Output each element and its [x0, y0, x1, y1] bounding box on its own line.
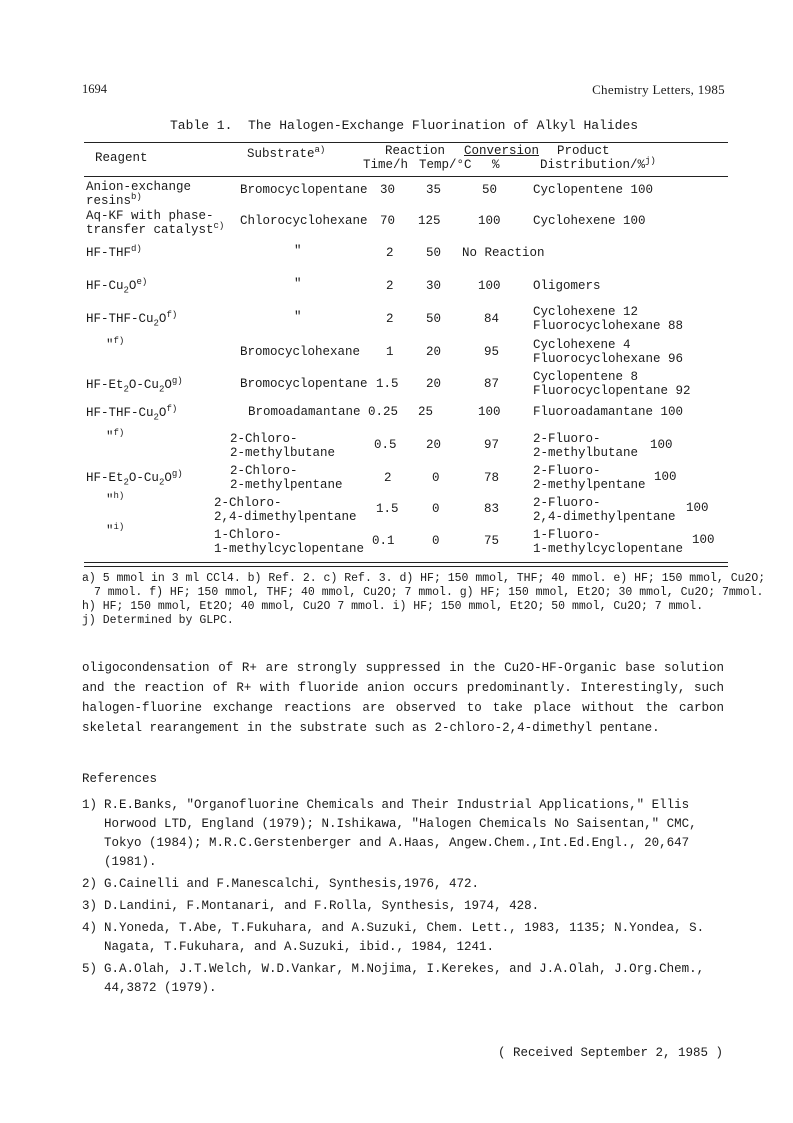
temp-cell: 20 — [426, 345, 442, 359]
product-percent-cell: 100 — [686, 501, 709, 515]
reference-item — [82, 796, 732, 872]
ditto-mark: " — [106, 430, 114, 444]
reagent-cell — [106, 427, 125, 444]
time-cell: 2 — [386, 312, 394, 326]
conversion-cell: 84 — [484, 312, 500, 326]
col-header-time: Time/h — [363, 158, 409, 172]
reagent-note: g) — [171, 375, 183, 386]
substrate-cell: " — [294, 277, 302, 291]
col-header-distribution-note: j) — [645, 155, 656, 166]
substrate-cell: 2-Chloro- 2-methylbutane — [230, 432, 336, 460]
body-paragraph-text: oligocondensation of R+ are strongly suppressed in the Cu2O-HF-Organic base solution and the reaction of R+ with fluoride anion occurs predominantly. Interestingly, such halogen-fluorine exchange reactions are observed to take place without the carbon skeletal rearangement in the substrate such as 2-chloro-2,4-dimethyl pentane. — [82, 661, 724, 735]
substrate-cell: Bromoadamantane — [248, 405, 361, 419]
col-header-substrate — [247, 144, 326, 161]
references-heading: References — [82, 772, 158, 786]
temp-cell: 50 — [426, 246, 442, 260]
product-cell: Cyclohexene 4 Fluorocyclohexane 96 — [533, 338, 684, 366]
reagent-note: i) — [113, 521, 125, 532]
temp-cell: 30 — [426, 279, 442, 293]
col-header-substrate-label: Substrate — [247, 147, 315, 161]
substrate-cell: 2-Chloro- 2,4-dimethylpentane — [214, 496, 357, 524]
reagent-note: f) — [113, 427, 125, 438]
conversion-cell: 100 — [478, 279, 501, 293]
received-date: ( Received September 2, 1985 ) — [497, 1046, 723, 1060]
ditto-mark: " — [106, 524, 114, 538]
substrate-cell: Bromocyclopentane — [240, 377, 368, 391]
col-header-conversion-unit: % — [492, 158, 500, 172]
footnote-line: 7 mmol. f) HF; 150 mmol, THF; 40 mmol, Cu2O; 7 mmol. g) HF; 150 mmol, Et2O; 30 mmol, Cu2O; 7mmol. — [94, 586, 764, 599]
product-cell: Cyclohexene 100 — [533, 214, 646, 228]
reference-text: D.Landini, F.Montanari, and F.Rolla, Synthesis, 1974, 428. — [104, 899, 540, 913]
col-header-substrate-note: a) — [314, 144, 326, 155]
time-cell: 2 — [386, 279, 394, 293]
reagent-note: f) — [166, 309, 178, 320]
product-cell: 1-Fluoro- 1-methylcyclopentane — [533, 528, 684, 556]
product-cell: Cyclopentene 8 Fluorocyclopentane 92 — [533, 370, 691, 398]
col-header-reaction: Reaction — [385, 144, 446, 158]
temp-cell: 50 — [426, 312, 442, 326]
conversion-cell: 78 — [484, 471, 500, 485]
reagent-cell — [106, 490, 125, 507]
product-cell: Fluoroadamantane 100 — [533, 405, 684, 419]
reference-number: 4) — [82, 921, 98, 935]
time-cell: 1 — [386, 345, 394, 359]
reference-item — [82, 919, 732, 957]
substrate-cell: 2-Chloro- 2-methylpentane — [230, 464, 343, 492]
reference-item — [82, 897, 732, 916]
conversion-cell: 75 — [484, 534, 500, 548]
reference-number: 1) — [82, 798, 98, 812]
temp-cell: 0 — [432, 471, 440, 485]
col-header-product: Product — [557, 144, 610, 158]
reagent-note: g) — [171, 468, 183, 479]
reagent-note: d) — [131, 243, 142, 254]
table-top-rule — [84, 142, 728, 143]
reagent-note: f) — [166, 403, 178, 414]
product-cell: Cyclohexene 12 Fluorocyclohexane 88 — [533, 305, 684, 333]
conversion-cell: 100 — [478, 405, 501, 419]
product-cell: 2-Fluoro- 2-methylpentane — [533, 464, 646, 492]
conversion-cell: 50 — [482, 183, 498, 197]
footnote-line: h) HF; 150 mmol, Et2O; 40 mmol, Cu2O 7 mmol. i) HF; 150 mmol, Et2O; 50 mmol, Cu2O; 7 mmol. — [82, 600, 704, 613]
table-header-rule — [84, 176, 728, 177]
temp-cell: 20 — [426, 438, 442, 452]
reference-text: R.E.Banks, "Organofluorine Chemicals and Their Industrial Applications," Ellis Horwood LTD, England (1979); N.Ishikawa, "Halogen Chemicals No Saisentan," CMC, Tokyo (1984); M.R.C.Gerstenberger and A.Haas, Angew.Chem.,Int.Ed.Engl., 20,647 (1981). — [104, 798, 697, 869]
conversion-cell: 87 — [484, 377, 500, 391]
reference-number: 3) — [82, 899, 98, 913]
time-cell: 70 — [380, 214, 396, 228]
reagent-cell: $HF-Cu_2O^{e)}$ — [86, 276, 148, 296]
references-list — [82, 796, 732, 1001]
time-cell: 30 — [380, 183, 396, 197]
temp-cell: 0 — [432, 502, 440, 516]
body-paragraph — [82, 658, 724, 738]
reagent-cell: $HF-THF-Cu_2O^{f)}$ — [86, 309, 178, 329]
time-cell: 0.25 — [368, 405, 399, 419]
col-header-conversion: Conversion — [464, 144, 540, 158]
reagent-cell: $HF-Et_2O-Cu_2O^{g)}$ — [86, 375, 183, 395]
footnote-line: j) Determined by GLPC. — [82, 614, 234, 627]
product-cell: 2-Fluoro- 2,4-dimethylpentane — [533, 496, 676, 524]
journal-name: Chemistry Letters, 1985 — [592, 82, 725, 97]
temp-cell: 0 — [432, 534, 440, 548]
substrate-cell: 1-Chloro- 1-methylcyclopentane — [214, 528, 365, 556]
temp-cell: 35 — [426, 183, 442, 197]
col-header-temp: Temp/°C — [419, 158, 472, 172]
table-footnotes — [82, 572, 766, 628]
conversion-cell: No Reaction — [462, 246, 545, 260]
reference-item — [82, 960, 732, 998]
temp-cell: 125 — [418, 214, 441, 228]
time-cell: 2 — [386, 246, 394, 260]
substrate-cell: Bromocyclohexane — [240, 345, 361, 359]
table-bottom-rule-2 — [84, 566, 728, 567]
product-percent-cell: 100 — [654, 470, 677, 484]
substrate-cell: Bromocyclopentane — [240, 183, 368, 197]
reagent-cell: $HF-THF-Cu_2O^{f)}$ — [86, 403, 178, 423]
reagent-cell: $HF-Et_2O-Cu_2O^{g)}$ — [86, 468, 183, 488]
table-title: Table 1. The Halogen-Exchange Fluorination of Alkyl Halides — [170, 118, 639, 133]
time-cell: 0.5 — [374, 438, 397, 452]
substrate-cell: " — [294, 244, 302, 258]
product-cell: 2-Fluoro- 2-methylbutane — [533, 432, 639, 460]
reagent-cell — [106, 521, 125, 538]
reagent-cell — [106, 335, 125, 352]
ditto-mark: " — [106, 338, 114, 352]
reagent-note: e) — [136, 276, 148, 287]
reagent-cell: Aq-KF with phase- transfer catalyst$^{c)}$ — [86, 209, 225, 237]
table-bottom-rule — [84, 562, 728, 563]
ditto-mark: " — [106, 493, 114, 507]
product-percent-cell: 100 — [692, 533, 715, 547]
reference-item — [82, 875, 732, 894]
reagent-cell: Anion-exchange resins$^{b)}$ — [86, 180, 192, 208]
reference-number: 5) — [82, 962, 98, 976]
conversion-cell: 95 — [484, 345, 500, 359]
reference-text: G.Cainelli and F.Manescalchi, Synthesis,1976, 472. — [104, 877, 480, 891]
time-cell: 1.5 — [376, 502, 399, 516]
product-cell: Oligomers — [533, 279, 601, 293]
reference-text: N.Yoneda, T.Abe, T.Fukuhara, and A.Suzuki, Chem. Lett., 1983, 1135; N.Yondea, S. Nagata, T.Fukuhara, and A.Suzuki, ibid., 1984, 1241. — [104, 921, 705, 954]
product-cell: Cyclopentene 100 — [533, 183, 654, 197]
time-cell: 1.5 — [376, 377, 399, 391]
substrate-cell: Chlorocyclohexane — [240, 214, 368, 228]
reagent-note: f) — [113, 335, 125, 346]
temp-cell: 20 — [426, 377, 442, 391]
substrate-cell: " — [294, 310, 302, 324]
time-cell: 2 — [384, 471, 392, 485]
reference-text: G.A.Olah, J.T.Welch, W.D.Vankar, M.Nojima, I.Kerekes, and J.A.Olah, J.Org.Chem., 44,3872 (1979). — [104, 962, 705, 995]
product-percent-cell: 100 — [650, 438, 673, 452]
col-header-reagent: Reagent — [95, 151, 148, 165]
temp-cell: 25 — [418, 405, 434, 419]
reagent-note: c) — [213, 220, 225, 231]
col-header-distribution-label: Distribution/% — [540, 158, 646, 172]
reagent-cell: HF-THF$^{d)}$ — [86, 243, 142, 260]
col-header-distribution — [540, 155, 656, 172]
conversion-cell: 100 — [478, 214, 501, 228]
page-number: 1694 — [82, 82, 107, 96]
reagent-note: h) — [113, 490, 125, 501]
reagent-note: b) — [131, 191, 142, 202]
conversion-cell: 83 — [484, 502, 500, 516]
time-cell: 0.1 — [372, 534, 395, 548]
reference-number: 2) — [82, 877, 98, 891]
conversion-cell: 97 — [484, 438, 500, 452]
footnote-line: a) 5 mmol in 3 ml CCl4. b) Ref. 2. c) Ref. 3. d) HF; 150 mmol, THF; 40 mmol. e) HF; 150 mmol, Cu2O; — [82, 572, 766, 585]
